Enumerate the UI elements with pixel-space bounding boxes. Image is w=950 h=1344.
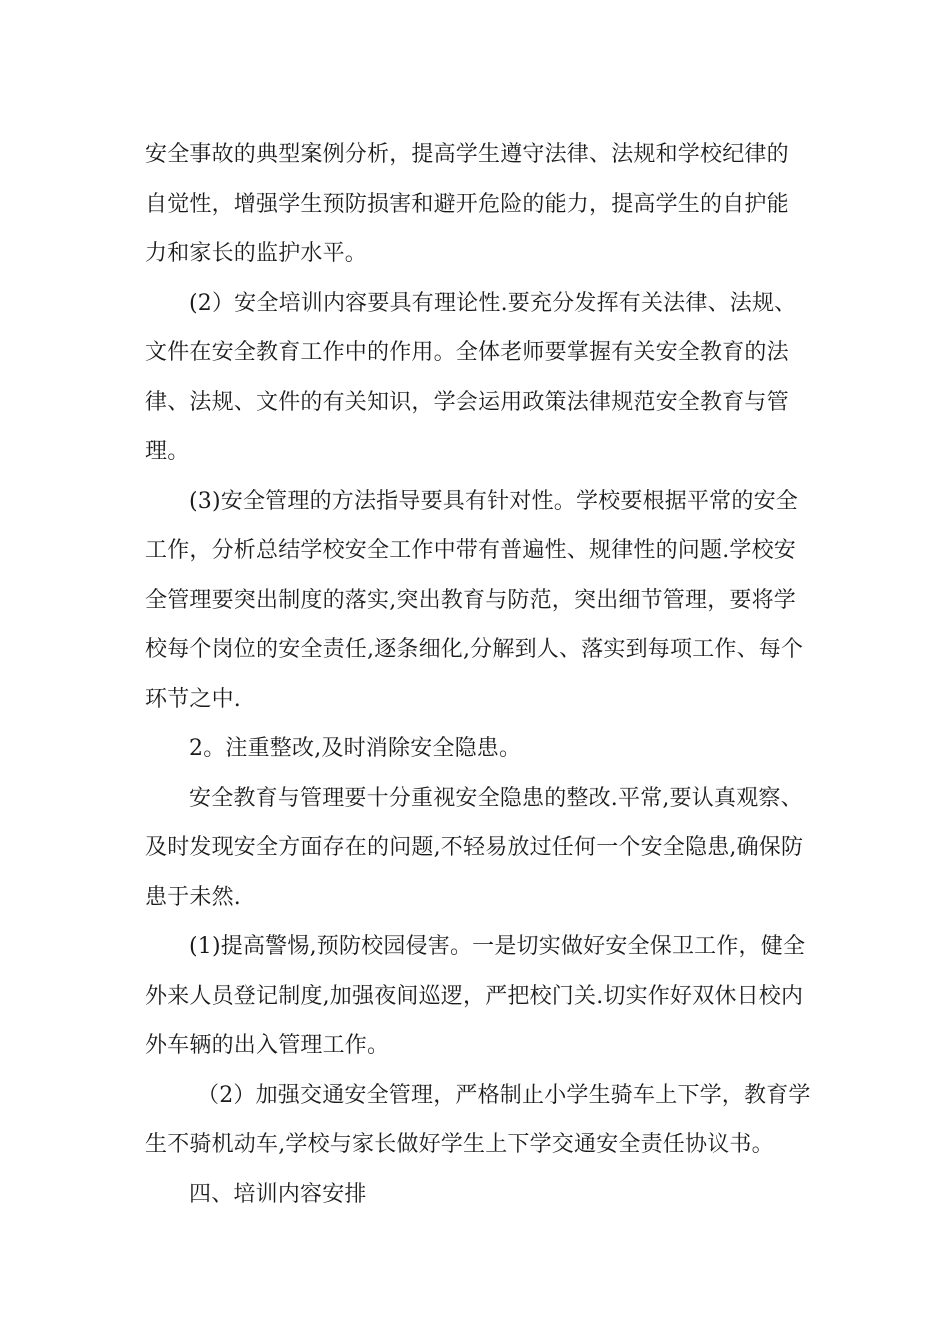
section-heading: 2。注重整改,及时消除安全隐患。	[189, 736, 522, 761]
text-line: 文件在安全教育工作中的作用。全体老师要掌握有关安全教育的法	[145, 340, 789, 365]
text-line: 律、法规、文件的有关知识，学会运用政策法律规范安全教育与管	[145, 389, 789, 415]
section-heading: 四、培训内容安排	[189, 1181, 367, 1207]
text-line: 校每个岗位的安全责任,逐条细化,分解到人、落实到每项工作、每个	[145, 637, 804, 662]
text-line: (3)安全管理的方法指导要具有针对性。学校要根据平常的安全	[189, 488, 798, 514]
text-line: (1)提高警惕,预防校园侵害。一是切实做好安全保卫工作，健全	[189, 934, 806, 959]
text-line: （2）加强交通安全管理，严格制止小学生骑车上下学，教育学	[197, 1082, 811, 1108]
text-line: 生不骑机动车,学校与家长做好学生上下学交通安全责任协议书。	[145, 1132, 774, 1157]
text-line: 环节之中.	[145, 686, 241, 712]
text-line: (2）安全培训内容要具有理论性.要充分发挥有关法律、法规、	[189, 290, 797, 316]
text-line: 患于未然.	[145, 884, 241, 910]
text-line: 外车辆的出入管理工作。	[145, 1033, 390, 1058]
text-line: 工作，分析总结学校安全工作中带有普遍性、规律性的问题.学校安	[145, 538, 796, 563]
text-line: 全管理要突出制度的落实,突出教育与防范，突出细节管理，要将学	[145, 587, 796, 613]
text-line: 理。	[145, 439, 190, 464]
text-line: 安全事故的典型案例分析，提高学生遵守法律、法规和学校纪律的	[145, 142, 789, 167]
text-line: 自觉性，增强学生预防损害和避开危险的能力，提高学生的自护能	[145, 191, 789, 217]
document-body	[145, 130, 809, 1219]
text-line: 及时发现安全方面存在的问题,不轻易放过任何一个安全隐患,确保防	[145, 835, 804, 860]
text-line: 安全教育与管理要十分重视安全隐患的整改.平常,要认真观察、	[189, 785, 803, 811]
text-line: 外来人员登记制度,加强夜间巡逻，严把校门关.切实作好双休日校内	[145, 983, 804, 1009]
text-line: 力和家长的监护水平。	[145, 241, 368, 266]
